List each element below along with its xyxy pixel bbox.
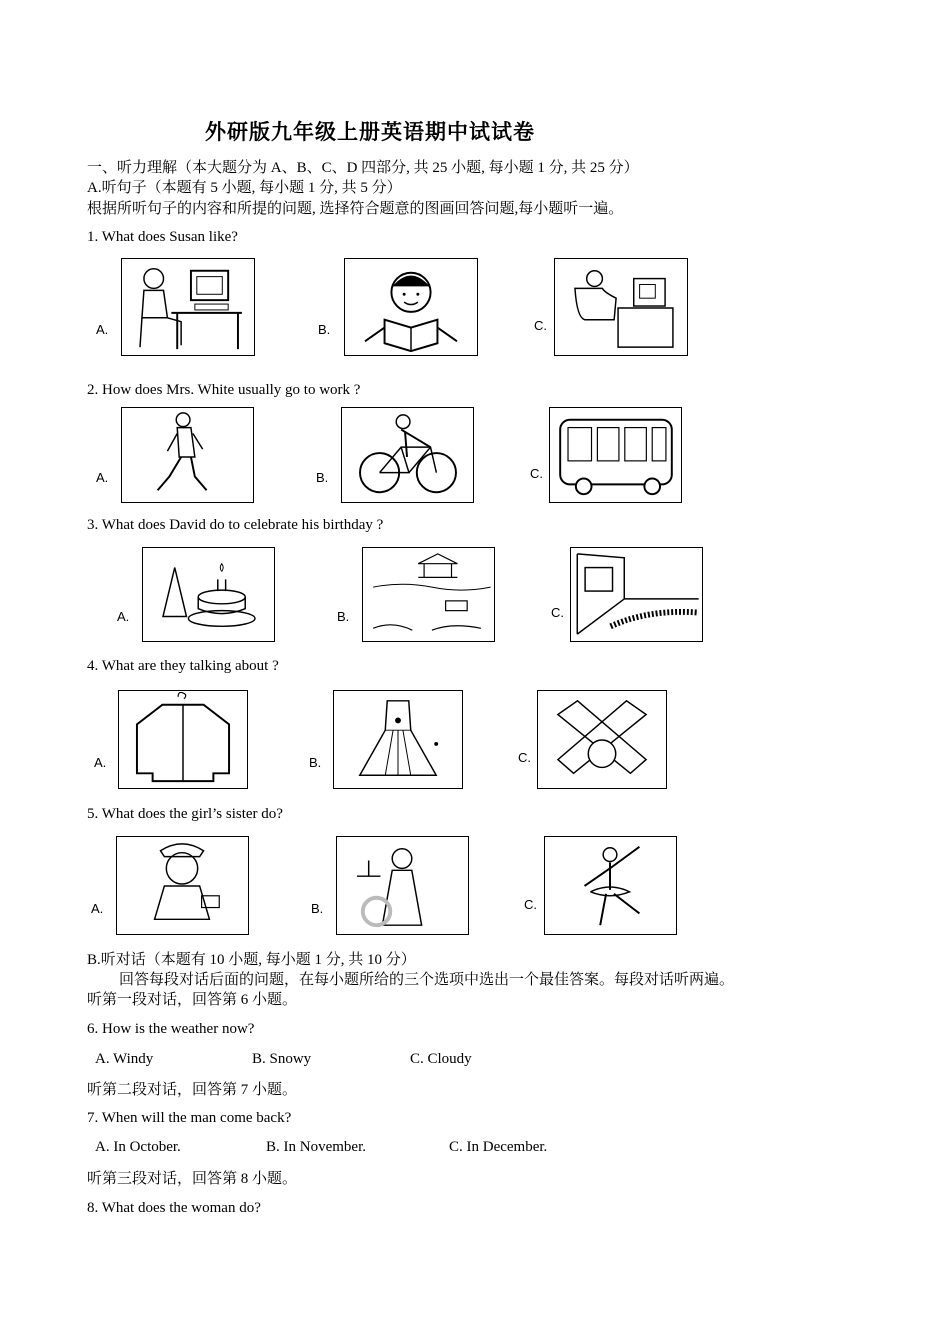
dialogue-2-note: 听第二段对话，回答第 7 小题。	[87, 1082, 298, 1098]
q6-option-b[interactable]: B. Snowy	[252, 1051, 312, 1067]
option-label-a: A.	[94, 755, 107, 770]
picture-watching-tv[interactable]	[554, 258, 688, 356]
question-1: 1. What does Susan like?	[87, 229, 238, 245]
jacket-icon	[119, 691, 247, 788]
picture-jacket[interactable]	[118, 690, 248, 789]
picture-birthday-cake[interactable]	[142, 547, 275, 642]
option-label-b: B.	[311, 901, 324, 916]
dancer-icon	[545, 837, 676, 934]
exam-title: 外研版九年级上册英语期中试试卷	[205, 119, 535, 144]
option-label-b: B.	[309, 755, 322, 770]
dialogue-3-note: 听第三段对话，回答第 8 小题。	[87, 1171, 298, 1187]
q6-option-a[interactable]: A. Windy	[95, 1051, 154, 1067]
cake-icon	[143, 548, 274, 641]
option-label-b: B.	[337, 609, 350, 624]
bicycle-icon	[342, 408, 473, 502]
option-label-c: C.	[518, 750, 531, 765]
picture-cinema[interactable]	[570, 547, 703, 642]
cinema-icon	[571, 548, 702, 641]
picture-computer[interactable]	[121, 258, 255, 356]
picture-reading[interactable]	[344, 258, 478, 356]
section-heading: 一、听力理解（本大题分为 A、B、C、D 四部分, 共 25 小题, 每小题 1 分, 共 25 分）	[87, 160, 639, 176]
park-icon	[363, 548, 494, 641]
option-label-a: A.	[117, 609, 130, 624]
option-label-a: A.	[91, 901, 104, 916]
option-label-c: C.	[524, 897, 537, 912]
waitress-icon	[337, 837, 468, 934]
option-label-a: A.	[96, 470, 109, 485]
option-label-b: B.	[316, 470, 329, 485]
part-a-heading: A.听句子（本题有 5 小题, 每小题 1 分, 共 5 分）	[87, 180, 402, 196]
picture-bus[interactable]	[549, 407, 682, 503]
question-7: 7. When will the man come back?	[87, 1110, 292, 1126]
q7-option-b[interactable]: B. In November.	[266, 1139, 366, 1155]
question-3: 3. What does David do to celebrate his birthday ?	[87, 517, 384, 533]
dress-icon	[334, 691, 462, 788]
nurse-icon	[117, 837, 248, 934]
picture-park-lake[interactable]	[362, 547, 495, 642]
option-label-c: C.	[530, 466, 543, 481]
picture-dress[interactable]	[333, 690, 463, 789]
option-label-c: C.	[551, 605, 564, 620]
picture-dancer[interactable]	[544, 836, 677, 935]
picture-cycling[interactable]	[341, 407, 474, 503]
question-6: 6. How is the weather now?	[87, 1021, 255, 1037]
option-label-b: B.	[318, 322, 331, 337]
picture-nurse[interactable]	[116, 836, 249, 935]
q7-option-a[interactable]: A. In October.	[95, 1139, 181, 1155]
picture-scarf[interactable]	[537, 690, 667, 789]
dialogue-1-note: 听第一段对话，回答第 6 小题。	[87, 992, 298, 1008]
tv-icon	[555, 259, 687, 355]
part-b-heading: B.听对话（本题有 10 小题, 每小题 1 分, 共 10 分）	[87, 952, 416, 968]
picture-waitress[interactable]	[336, 836, 469, 935]
part-b-instruction: 回答每段对话后面的问题，在每小题所给的三个选项中选出一个最佳答案。每段对话听两遍。	[119, 972, 735, 988]
option-label-c: C.	[534, 318, 547, 333]
computer-icon	[122, 259, 254, 355]
question-2: 2. How does Mrs. White usually go to work ?	[87, 382, 361, 398]
picture-walking[interactable]	[121, 407, 254, 503]
question-4: 4. What are they talking about ?	[87, 658, 279, 674]
reading-boy-icon	[345, 259, 477, 355]
question-5: 5. What does the girl’s sister do?	[87, 806, 283, 822]
scarf-icon	[538, 691, 666, 788]
part-a-instruction: 根据所听句子的内容和所提的问题, 选择符合题意的图画回答问题,每小题听一遍。	[87, 201, 624, 217]
q7-option-c[interactable]: C. In December.	[449, 1139, 548, 1155]
walking-icon	[122, 408, 253, 502]
q6-option-c[interactable]: C. Cloudy	[410, 1051, 472, 1067]
option-label-a: A.	[96, 322, 109, 337]
bus-icon	[550, 408, 681, 502]
question-8: 8. What does the woman do?	[87, 1200, 261, 1216]
